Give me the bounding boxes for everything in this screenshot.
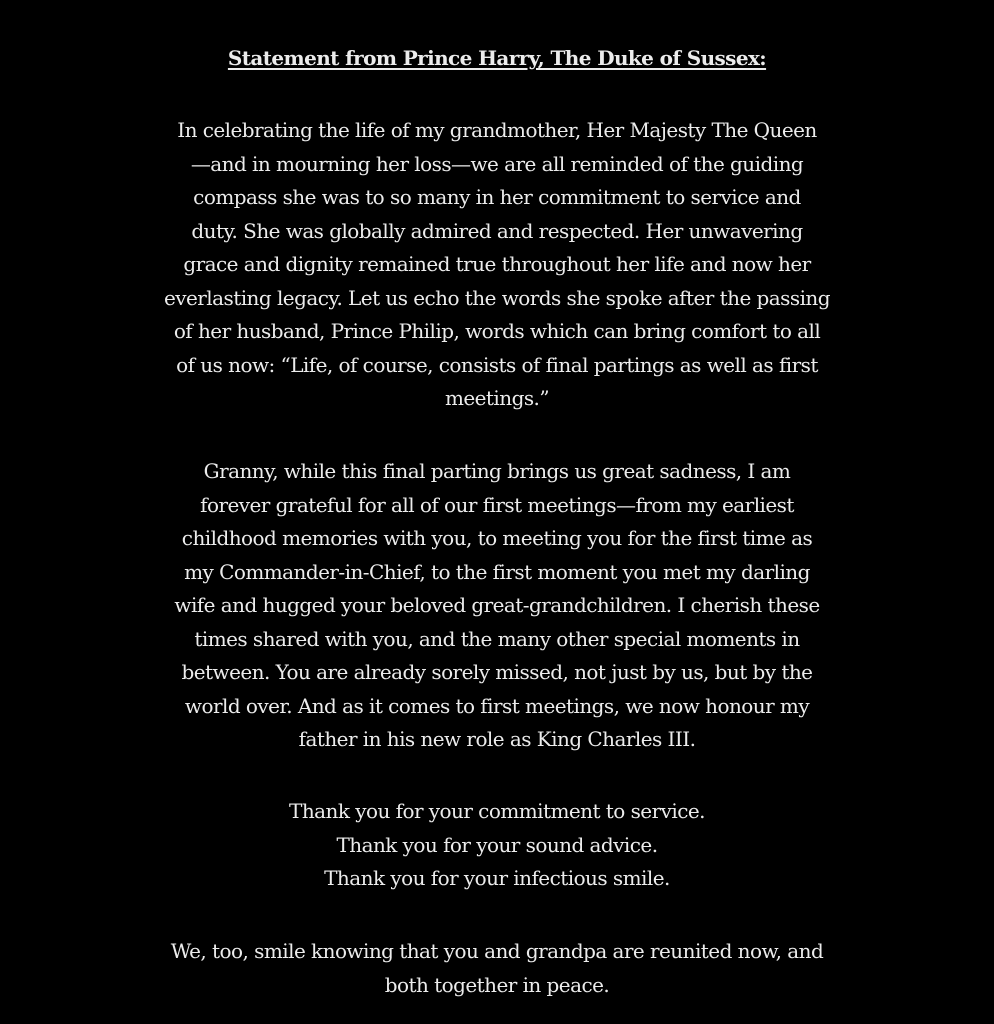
paragraph-line: everlasting legacy. Let us echo the words she spoke after the passing xyxy=(163,285,831,310)
paragraph-tribute xyxy=(0,114,994,416)
paragraph-closing xyxy=(0,935,994,1002)
paragraph-line: We, too, smile knowing that you and grandpa are reunited now, and xyxy=(170,939,824,963)
paragraph-line: In celebrating the life of my grandmother, Her Majesty The Queen xyxy=(177,118,817,142)
paragraph-line: times shared with you, and the many other special moments in xyxy=(194,626,800,651)
paragraph-line: wife and hugged your beloved great-grandchildren. I cherish these xyxy=(174,593,820,617)
paragraph-granny xyxy=(0,455,994,757)
paragraph-line: Thank you for your sound advice. xyxy=(336,832,658,857)
paragraph-thanks xyxy=(0,795,994,896)
paragraph-line: Thank you for your commitment to service. xyxy=(289,799,705,823)
paragraph-line: father in his new role as King Charles III. xyxy=(298,727,696,751)
paragraph-line: Thank you for your infectious smile. xyxy=(324,866,670,890)
paragraph-line: meetings.” xyxy=(444,386,550,410)
paragraph-line: —and in mourning her loss—we are all reminded of the guiding xyxy=(190,151,804,176)
paragraph-line: between. You are already sorely missed, not just by us, but by the xyxy=(181,660,813,684)
statement-title: Statement from Prince Harry, The Duke of Sussex: xyxy=(227,46,767,70)
paragraph-line: both together in peace. xyxy=(384,972,610,997)
paragraph-line: forever grateful for all of our first meetings—from my earliest xyxy=(200,492,794,517)
paragraph-line: childhood memories with you, to meeting you for the first time as xyxy=(181,526,813,550)
paragraph-line: world over. And as it comes to first meetings, we now honour my xyxy=(184,693,810,718)
paragraph-line: compass she was to so many in her commitment to service and xyxy=(193,185,801,209)
paragraph-line: grace and dignity remained true throughout her life and now her xyxy=(183,252,811,276)
paragraph-line: my Commander-in-Chief, to the first moment you met my darling xyxy=(184,559,810,584)
paragraph-line: Granny, while this final parting brings us great sadness, I am xyxy=(203,459,791,483)
paragraph-line: of us now: “Life, of course, consists of final partings as well as first xyxy=(176,352,818,377)
paragraph-line: duty. She was globally admired and respected. Her unwavering xyxy=(191,218,803,243)
paragraph-line: of her husband, Prince Philip, words which can bring comfort to all xyxy=(173,319,821,343)
